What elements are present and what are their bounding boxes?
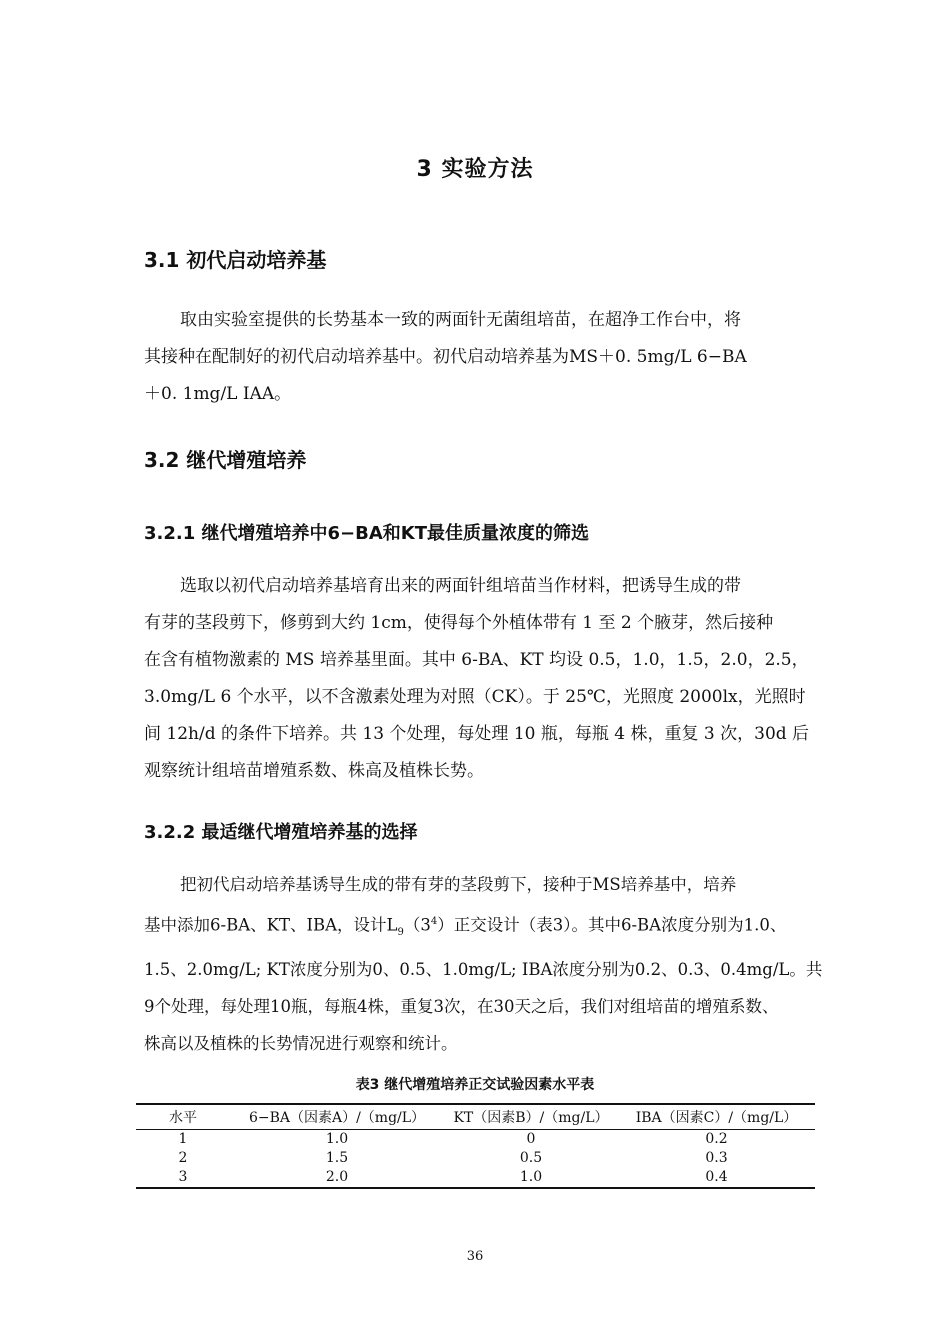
table-cell: 1.0: [325, 1131, 349, 1147]
table-cell: 0.2: [705, 1131, 728, 1147]
paragraph-3-1: [144, 302, 816, 413]
table-header-cell: 水平: [136, 1104, 230, 1130]
paragraph-line: 株高以及植株的长势情况进行观察和统计。: [144, 1033, 458, 1053]
table-cell: 1: [178, 1131, 188, 1147]
table-cell: 1.5: [325, 1150, 349, 1166]
table-cell: 0: [526, 1131, 536, 1147]
paragraph-3-2-1: [144, 568, 816, 790]
paragraph-line: 9个处理，每处理10瓶，每瓶4株，重复3次，在30天之后，我们对组培苗的增殖系数、: [144, 996, 779, 1016]
table-header-cell: KT（因素B）/（mg/L）: [444, 1104, 618, 1130]
factor-level-table: [136, 1103, 815, 1189]
section-heading-3-2-1: 3.2.1 继代增殖培养中6−BA和KT最佳质量浓度的筛选: [144, 523, 589, 544]
table-row: [136, 1130, 815, 1150]
table-header-row: [136, 1104, 815, 1130]
page-number: 36: [466, 1249, 484, 1264]
chapter-title: 3 实验方法: [416, 157, 534, 182]
table-cell: 0.5: [519, 1150, 543, 1166]
paragraph-line: 选取以初代启动培养基培育出来的两面针组培苗当作材料，把诱导生成的带: [180, 576, 741, 596]
table-row: [136, 1168, 815, 1188]
table-cell: 2.0: [230, 1168, 444, 1188]
table-header-cell: 6−BA（因素A）/（mg/L）: [230, 1104, 444, 1130]
paragraph-3-2-2: [144, 866, 823, 1062]
table-cell: 0.3: [705, 1150, 728, 1166]
table-caption: 表3 继代增殖培养正交试验因素水平表: [355, 1077, 595, 1093]
table-cell: 0.4: [618, 1168, 815, 1188]
table-header-cell: IBA（因素C）/（mg/L）: [618, 1104, 815, 1130]
paragraph-line: 间 12h/d 的条件下培养。共 13 个处理，每处理 10 瓶，每瓶 4 株，重复 3 次，30d 后: [144, 724, 810, 744]
paragraph-line: 观察统计组培苗增殖系数、株高及植株长势。: [144, 761, 484, 781]
table-cell: 2: [178, 1150, 188, 1166]
paragraph-line: 基中添加6-BA、KT、IBA，设计$L_9(3^4)$正交设计（表3）。其中6-BA浓度分别为1.0、: [144, 915, 787, 938]
paragraph-line: ＋0. 1mg/L IAA。: [144, 384, 292, 404]
table-cell: 3: [136, 1168, 230, 1188]
section-heading-3-2-2: 3.2.2 最适继代增殖培养基的选择: [144, 822, 418, 843]
paragraph-line: 有芽的茎段剪下，修剪到大约 1cm，使得每个外植体带有 1 至 2 个腋芽，然后接种: [144, 613, 774, 633]
paragraph-line: 在含有植物激素的 MS 培养基里面。其中 6-BA、KT 均设 0.5，1.0，1.5，2.0，2.5，: [144, 650, 809, 670]
paragraph-line: 取由实验室提供的长势基本一致的两面针无菌组培苗，在超净工作台中，将: [180, 310, 741, 330]
section-heading-3-1: 3.1 初代启动培养基: [144, 248, 327, 272]
paragraph-line: 1.5、2.0mg/L; KT浓度分别为0、0.5、1.0mg/L; IBA浓度分别为0.2、0.3、0.4mg/L。共: [144, 959, 823, 979]
paragraph-line: 其接种在配制好的初代启动培养基中。初代启动培养基为MS＋0. 5mg/L 6−BA: [144, 347, 747, 367]
table-row: [136, 1149, 815, 1168]
section-heading-3-2: 3.2 继代增殖培养: [144, 448, 307, 472]
paragraph-line: 3.0mg/L 6 个水平，以不含激素处理为对照（CK）。于 25℃，光照度 2000lx，光照时: [144, 687, 806, 707]
paragraph-line: 把初代启动培养基诱导生成的带有芽的茎段剪下，接种于MS培养基中，培养: [180, 875, 737, 894]
table-cell: 1.0: [444, 1168, 618, 1188]
